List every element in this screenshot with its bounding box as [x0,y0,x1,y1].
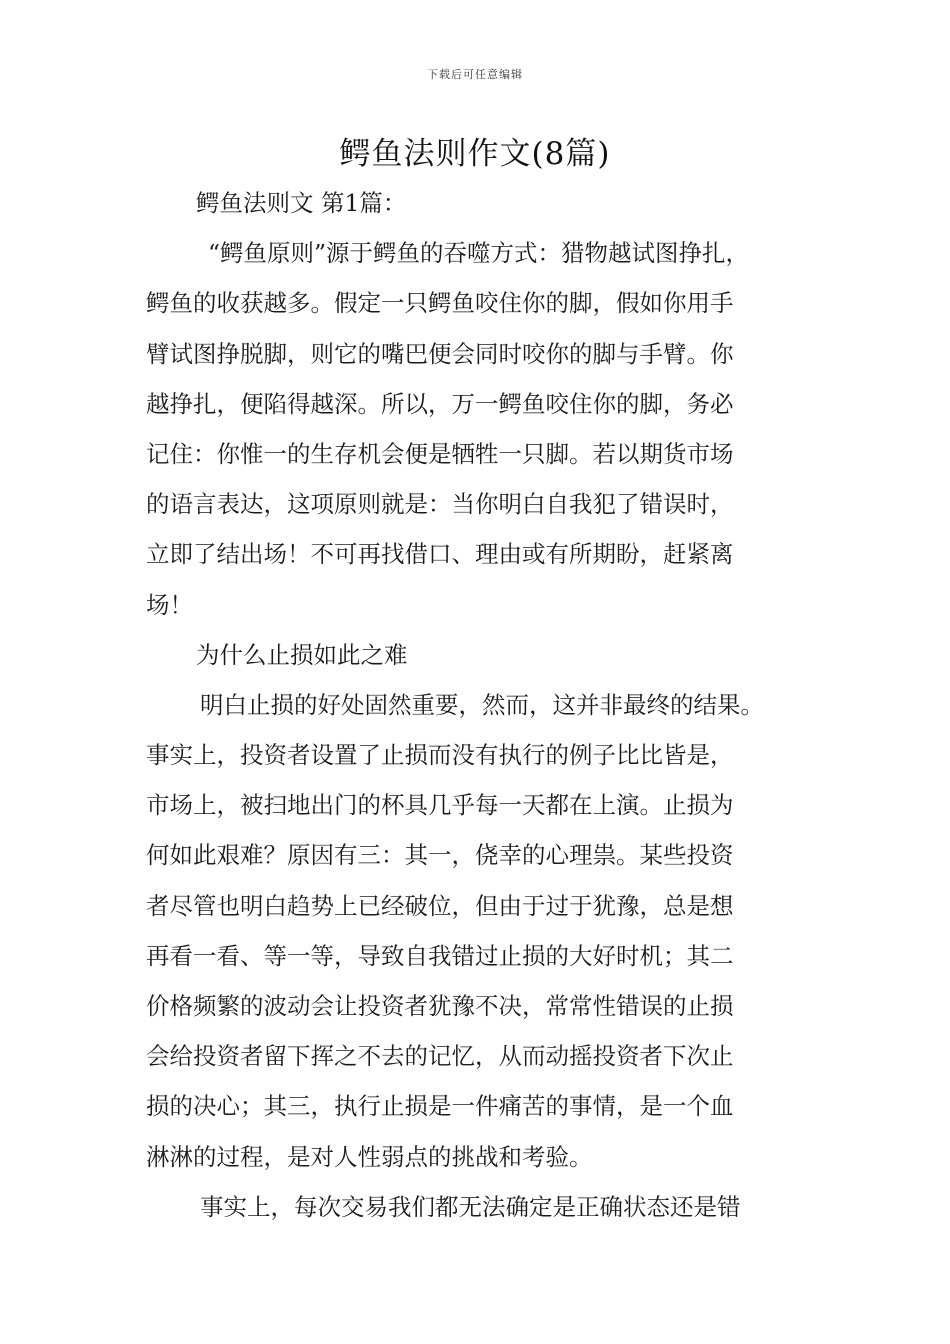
paragraph-line: 事实上，投资者设置了止损而没有执行的例子比比皆是， [146,741,734,770]
paragraph-line: 越挣扎，便陷得越深。所以，万一鳄鱼咬住你的脚，务必 [146,389,734,418]
paragraph-line: 明白止损的好处固然重要，然而，这并非最终的结果。 [200,690,764,719]
paragraph-line: 再看一看、等一等，导致自我错过止损的大好时机；其二 [146,941,734,970]
paragraph-line: 何如此艰难？原因有三：其一，侥幸的心理祟。某些投资 [146,841,734,870]
section-heading: 鳄鱼法则文 第1篇： [196,189,407,217]
paragraph-line: 事实上，每次交易我们都无法确定是正确状态还是错 [200,1192,741,1221]
document-body [146,178,826,1232]
header-note: 下载后可任意编辑 [427,68,523,81]
paragraph-line: 的语言表达，这项原则就是：当你明白自我犯了错误时， [146,490,734,519]
paragraph-line: 价格频繁的波动会让投资者犹豫不决，常常性错误的止损 [146,992,734,1020]
document-title: 鳄鱼法则作文(8篇) [339,136,611,172]
paragraph-line: 者尽管也明白趋势上已经破位，但由于过于犹豫，总是想 [146,891,734,920]
paragraph-line: 立即了结出场！不可再找借口、理由或有所期盼，赶紧离 [146,540,734,569]
paragraph-line: 市场上，被扫地出门的杯具几乎每一天都在上演。止损为 [146,791,734,820]
paragraph-line: 场！ [146,590,193,619]
paragraph-line: 鳄鱼的收获越多。假定一只鳄鱼咬住你的脚，假如你用手 [146,289,734,318]
paragraph-line: 淋淋的过程，是对人性弱点的挑战和考验。 [146,1142,593,1171]
subheading: 为什么止损如此之难 [196,640,408,669]
paragraph-line: 损的决心；其三，执行止损是一件痛苦的事情，是一个血 [146,1092,734,1121]
paragraph-line: 臂试图挣脱脚，则它的嘴巴便会同时咬你的脚与手臂。你 [146,339,734,368]
paragraph-line: 会给投资者留下挥之不去的记忆，从而动摇投资者下次止 [146,1042,734,1071]
paragraph-line: “鳄鱼原则”源于鳄鱼的吞噬方式：猎物越试图挣扎， [208,239,750,268]
paragraph-line: 记住：你惟一的生存机会便是牺牲一只脚。若以期货市场 [146,439,734,468]
